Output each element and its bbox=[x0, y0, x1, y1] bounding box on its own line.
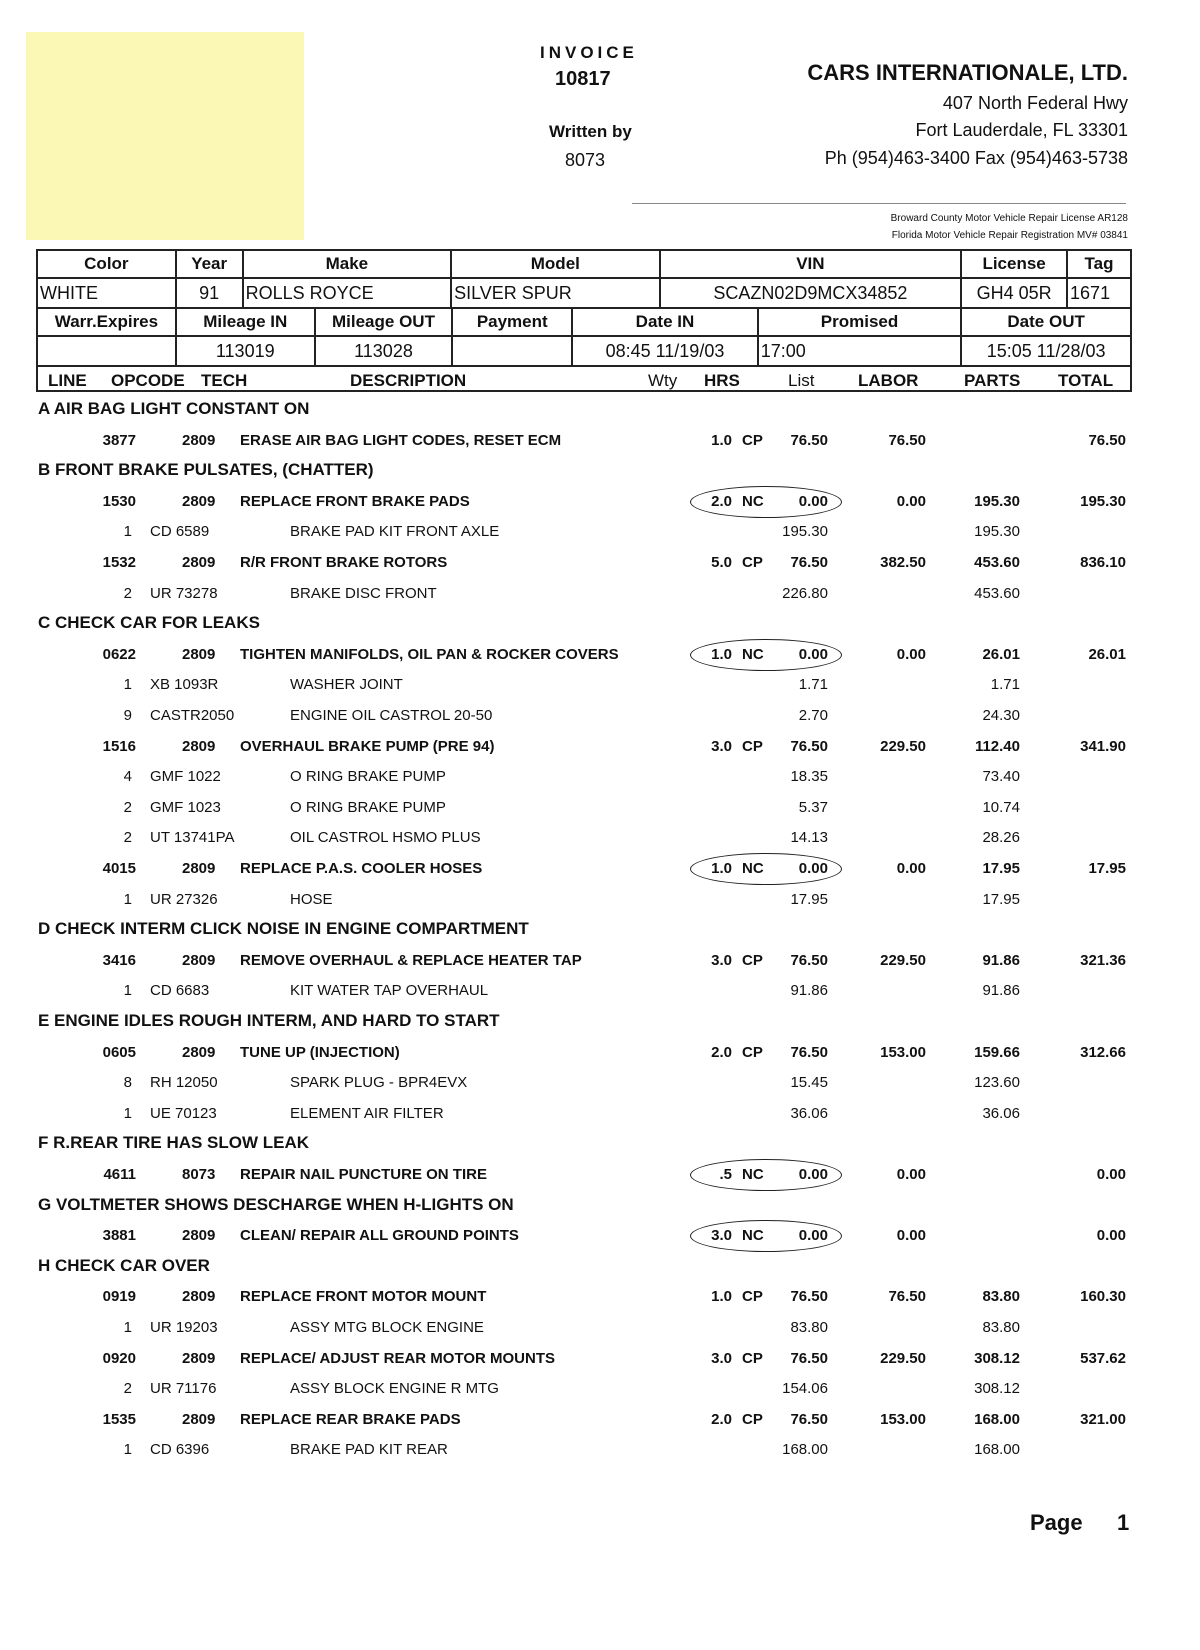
op-code: 3877 bbox=[102, 432, 136, 449]
vin-label: VIN bbox=[660, 250, 962, 278]
op-parts: 195.30 bbox=[974, 493, 1020, 510]
op-list: 76.50 bbox=[790, 952, 828, 969]
part-description: HOSE bbox=[290, 891, 333, 908]
op-list: 76.50 bbox=[790, 554, 828, 571]
part-qty: 8 bbox=[123, 1074, 132, 1091]
part-list: 195.30 bbox=[782, 523, 828, 540]
part-qty: 1 bbox=[123, 523, 132, 540]
part-list: 168.00 bbox=[782, 1441, 828, 1458]
part-description: ENGINE OIL CASTROL 20-50 bbox=[290, 707, 493, 724]
op-hours: 3.0 bbox=[711, 952, 732, 969]
tech-id: 8073 bbox=[182, 1166, 216, 1183]
part-list: 154.06 bbox=[782, 1380, 828, 1397]
col-description: DESCRIPTION bbox=[350, 371, 467, 390]
part-extended: 10.74 bbox=[982, 799, 1020, 816]
part-qty: 2 bbox=[123, 585, 132, 602]
op-labor: 0.00 bbox=[896, 646, 926, 663]
promised-label: Promised bbox=[758, 308, 962, 336]
op-labor: 0.00 bbox=[896, 860, 926, 877]
tech-id: 2809 bbox=[182, 1227, 216, 1244]
part-number: UT 13741PA bbox=[150, 829, 235, 846]
page-number: 1 bbox=[1117, 1510, 1130, 1535]
op-code: 0920 bbox=[102, 1350, 136, 1367]
part-qty: 1 bbox=[123, 1441, 132, 1458]
part-description: O RING BRAKE PUMP bbox=[290, 799, 446, 816]
op-description: REPLACE FRONT MOTOR MOUNT bbox=[240, 1288, 487, 1305]
part-list: 2.70 bbox=[798, 707, 828, 724]
section-title: F R.REAR TIRE HAS SLOW LEAK bbox=[38, 1133, 310, 1152]
op-list: 76.50 bbox=[790, 1350, 828, 1367]
op-code: 4611 bbox=[103, 1166, 136, 1183]
part-description: BRAKE DISC FRONT bbox=[290, 585, 437, 602]
part-extended: 17.95 bbox=[982, 891, 1020, 908]
op-list: 0.00 bbox=[798, 493, 828, 510]
op-code: 3416 bbox=[102, 952, 136, 969]
part-extended: 73.40 bbox=[982, 768, 1020, 785]
op-pay-type: CP bbox=[742, 432, 763, 449]
color-value: WHITE bbox=[37, 278, 176, 308]
part-qty: 1 bbox=[123, 1105, 132, 1122]
op-description: R/R FRONT BRAKE ROTORS bbox=[240, 554, 448, 571]
part-qty: 1 bbox=[123, 891, 132, 908]
op-total: 160.30 bbox=[1080, 1288, 1126, 1305]
op-pay-type: CP bbox=[742, 1350, 763, 1367]
part-list: 15.45 bbox=[790, 1074, 828, 1091]
part-list: 5.37 bbox=[798, 799, 828, 816]
op-hours: 3.0 bbox=[711, 738, 732, 755]
op-total: 0.00 bbox=[1096, 1166, 1126, 1183]
date-out-label: Date OUT bbox=[961, 308, 1131, 336]
part-number: CD 6683 bbox=[150, 982, 210, 999]
op-pay-type: NC bbox=[742, 646, 764, 663]
op-hours: 3.0 bbox=[711, 1350, 732, 1367]
op-parts: 91.86 bbox=[982, 952, 1020, 969]
op-list: 76.50 bbox=[790, 432, 828, 449]
part-description: ASSY BLOCK ENGINE R MTG bbox=[290, 1380, 499, 1397]
op-labor: 0.00 bbox=[896, 1227, 926, 1244]
written-by-label: Written by bbox=[549, 122, 632, 141]
op-total: 195.30 bbox=[1080, 493, 1126, 510]
op-hours: 2.0 bbox=[711, 1044, 732, 1061]
date-out-value: 15:05 11/28/03 bbox=[961, 336, 1131, 366]
op-pay-type: CP bbox=[742, 952, 763, 969]
col-opcode: OPCODE bbox=[111, 371, 185, 390]
op-description: REPLACE REAR BRAKE PADS bbox=[240, 1411, 461, 1428]
op-pay-type: NC bbox=[742, 1227, 764, 1244]
part-number: RH 12050 bbox=[150, 1074, 218, 1091]
part-qty: 4 bbox=[123, 768, 132, 785]
sticky-note bbox=[26, 32, 304, 240]
op-labor: 153.00 bbox=[880, 1044, 926, 1061]
op-list: 0.00 bbox=[798, 1227, 828, 1244]
op-labor: 0.00 bbox=[896, 493, 926, 510]
part-description: ELEMENT AIR FILTER bbox=[290, 1105, 444, 1122]
part-extended: 91.86 bbox=[982, 982, 1020, 999]
op-list: 76.50 bbox=[790, 1044, 828, 1061]
op-description: ERASE AIR BAG LIGHT CODES, RESET ECM bbox=[240, 432, 562, 449]
op-total: 321.00 bbox=[1080, 1411, 1126, 1428]
op-parts: 168.00 bbox=[974, 1411, 1020, 1428]
company-address-line2: Fort Lauderdale, FL 33301 bbox=[915, 120, 1128, 140]
part-list: 36.06 bbox=[790, 1105, 828, 1122]
promised-value: 17:00 bbox=[758, 336, 962, 366]
op-hours: 1.0 bbox=[711, 432, 732, 449]
col-list: List bbox=[788, 371, 815, 390]
part-list: 17.95 bbox=[790, 891, 828, 908]
op-total: 537.62 bbox=[1080, 1350, 1126, 1367]
written-by-value: 8073 bbox=[565, 150, 606, 170]
part-qty: 2 bbox=[123, 829, 132, 846]
op-labor: 0.00 bbox=[896, 1166, 926, 1183]
op-total: 341.90 bbox=[1080, 738, 1126, 755]
tag-value: 1671 bbox=[1067, 278, 1131, 308]
part-extended: 36.06 bbox=[982, 1105, 1020, 1122]
tech-id: 2809 bbox=[182, 1350, 216, 1367]
color-label: Color bbox=[37, 250, 176, 278]
tech-id: 2809 bbox=[182, 1288, 216, 1305]
op-description: TIGHTEN MANIFOLDS, OIL PAN & ROCKER COVERS bbox=[240, 646, 619, 663]
op-parts: 112.40 bbox=[974, 738, 1020, 755]
handwritten-circle bbox=[690, 1159, 842, 1191]
tech-id: 2809 bbox=[182, 493, 216, 510]
op-parts: 308.12 bbox=[974, 1350, 1020, 1367]
op-total: 312.66 bbox=[1080, 1044, 1126, 1061]
part-qty: 2 bbox=[123, 799, 132, 816]
op-parts: 17.95 bbox=[982, 860, 1020, 877]
op-parts: 159.66 bbox=[974, 1044, 1020, 1061]
handwritten-circle bbox=[690, 1220, 842, 1252]
part-list: 226.80 bbox=[782, 585, 828, 602]
op-pay-type: CP bbox=[742, 738, 763, 755]
op-labor: 76.50 bbox=[888, 1288, 926, 1305]
model-value: SILVER SPUR bbox=[451, 278, 659, 308]
part-description: O RING BRAKE PUMP bbox=[290, 768, 446, 785]
op-description: TUNE UP (INJECTION) bbox=[240, 1044, 400, 1061]
op-description: REPLACE/ ADJUST REAR MOTOR MOUNTS bbox=[240, 1350, 556, 1367]
tech-id: 2809 bbox=[182, 952, 216, 969]
part-number: CD 6589 bbox=[150, 523, 210, 540]
op-list: 76.50 bbox=[790, 738, 828, 755]
warranty-value bbox=[37, 336, 176, 366]
col-parts: PARTS bbox=[964, 371, 1021, 390]
op-pay-type: CP bbox=[742, 1288, 763, 1305]
op-hours: 1.0 bbox=[711, 1288, 732, 1305]
mileage-in-value: 113019 bbox=[176, 336, 315, 366]
op-pay-type: NC bbox=[742, 860, 764, 877]
part-list: 14.13 bbox=[790, 829, 828, 846]
op-list: 0.00 bbox=[798, 646, 828, 663]
vehicle-info-table bbox=[36, 249, 1132, 309]
op-total: 26.01 bbox=[1088, 646, 1126, 663]
op-hours: 1.0 bbox=[711, 860, 732, 877]
op-list: 76.50 bbox=[790, 1411, 828, 1428]
op-code: 4015 bbox=[102, 860, 136, 877]
op-description: REMOVE OVERHAUL & REPLACE HEATER TAP bbox=[240, 952, 582, 969]
make-label: Make bbox=[243, 250, 451, 278]
op-total: 17.95 bbox=[1088, 860, 1126, 877]
part-qty: 2 bbox=[123, 1380, 132, 1397]
mileage-out-value: 113028 bbox=[315, 336, 453, 366]
tech-id: 2809 bbox=[182, 432, 216, 449]
op-code: 1535 bbox=[102, 1411, 136, 1428]
part-extended: 1.71 bbox=[990, 676, 1020, 693]
op-code: 0605 bbox=[102, 1044, 136, 1061]
op-code: 1532 bbox=[102, 554, 136, 571]
section-title: C CHECK CAR FOR LEAKS bbox=[38, 613, 260, 632]
op-code: 1530 bbox=[102, 493, 136, 510]
section-title: H CHECK CAR OVER bbox=[38, 1256, 210, 1275]
license-value: GH4 05R bbox=[961, 278, 1067, 308]
part-list: 1.71 bbox=[798, 676, 828, 693]
part-description: WASHER JOINT bbox=[290, 676, 403, 693]
op-description: REPLACE FRONT BRAKE PADS bbox=[240, 493, 470, 510]
county-license: Broward County Motor Vehicle Repair License AR128 bbox=[890, 213, 1128, 224]
part-qty: 1 bbox=[123, 676, 132, 693]
part-extended: 123.60 bbox=[974, 1074, 1020, 1091]
year-label: Year bbox=[176, 250, 243, 278]
payment-label: Payment bbox=[452, 308, 572, 336]
op-code: 0919 bbox=[102, 1288, 136, 1305]
col-hours: HRS bbox=[704, 371, 740, 390]
op-list: 0.00 bbox=[798, 1166, 828, 1183]
part-number: UR 19203 bbox=[150, 1319, 218, 1336]
part-number: UR 27326 bbox=[150, 891, 218, 908]
company-name: CARS INTERNATIONALE, LTD. bbox=[807, 60, 1128, 85]
op-description: REPLACE P.A.S. COOLER HOSES bbox=[240, 860, 483, 877]
part-extended: 195.30 bbox=[974, 523, 1020, 540]
vin-value: SCAZN02D9MCX34852 bbox=[660, 278, 962, 308]
part-extended: 28.26 bbox=[982, 829, 1020, 846]
op-parts: 26.01 bbox=[982, 646, 1020, 663]
company-phone: Ph (954)463-3400 Fax (954)463-5738 bbox=[824, 148, 1128, 168]
part-list: 83.80 bbox=[790, 1319, 828, 1336]
op-hours: 3.0 bbox=[711, 1227, 732, 1244]
op-parts: 453.60 bbox=[974, 554, 1020, 571]
tech-id: 2809 bbox=[182, 646, 216, 663]
op-list: 0.00 bbox=[798, 860, 828, 877]
op-hours: 1.0 bbox=[711, 646, 732, 663]
col-warranty: Wty bbox=[648, 371, 678, 390]
op-hours: 2.0 bbox=[711, 493, 732, 510]
op-code: 0622 bbox=[102, 646, 136, 663]
part-number: CASTR2050 bbox=[150, 707, 235, 724]
col-total: TOTAL bbox=[1058, 371, 1114, 390]
op-total: 0.00 bbox=[1096, 1227, 1126, 1244]
op-description: OVERHAUL BRAKE PUMP (PRE 94) bbox=[240, 738, 495, 755]
tech-id: 2809 bbox=[182, 1044, 216, 1061]
op-hours: .5 bbox=[719, 1166, 732, 1183]
part-list: 91.86 bbox=[790, 982, 828, 999]
op-pay-type: CP bbox=[742, 1044, 763, 1061]
op-description: REPAIR NAIL PUNCTURE ON TIRE bbox=[240, 1166, 487, 1183]
handwritten-circle bbox=[690, 639, 842, 671]
part-number: UE 70123 bbox=[150, 1105, 217, 1122]
page-label: Page bbox=[1030, 1510, 1083, 1535]
op-labor: 229.50 bbox=[880, 738, 926, 755]
section-title: G VOLTMETER SHOWS DESCHARGE WHEN H-LIGHTS ON bbox=[38, 1195, 514, 1214]
op-description: CLEAN/ REPAIR ALL GROUND POINTS bbox=[240, 1227, 519, 1244]
part-number: GMF 1022 bbox=[150, 768, 221, 785]
invoice-label: INVOICE bbox=[540, 43, 638, 62]
op-labor: 382.50 bbox=[880, 554, 926, 571]
part-qty: 9 bbox=[123, 707, 132, 724]
part-qty: 1 bbox=[123, 982, 132, 999]
year-value: 91 bbox=[176, 278, 243, 308]
header-divider bbox=[632, 203, 1126, 204]
op-labor: 229.50 bbox=[880, 952, 926, 969]
section-title: B FRONT BRAKE PULSATES, (CHATTER) bbox=[38, 460, 374, 479]
op-code: 1516 bbox=[102, 738, 136, 755]
invoice-number: 10817 bbox=[555, 68, 611, 90]
mileage-out-label: Mileage OUT bbox=[315, 308, 453, 336]
op-code: 3881 bbox=[102, 1227, 136, 1244]
license-label: License bbox=[961, 250, 1067, 278]
tech-id: 2809 bbox=[182, 1411, 216, 1428]
op-pay-type: NC bbox=[742, 493, 764, 510]
op-labor: 76.50 bbox=[888, 432, 926, 449]
section-title: A AIR BAG LIGHT CONSTANT ON bbox=[38, 399, 310, 418]
part-description: OIL CASTROL HSMO PLUS bbox=[290, 829, 481, 846]
part-extended: 83.80 bbox=[982, 1319, 1020, 1336]
payment-value bbox=[452, 336, 572, 366]
op-hours: 2.0 bbox=[711, 1411, 732, 1428]
col-labor: LABOR bbox=[858, 371, 919, 390]
part-description: SPARK PLUG - BPR4EVX bbox=[290, 1074, 468, 1091]
section-title: E ENGINE IDLES ROUGH INTERM, AND HARD TO START bbox=[38, 1011, 500, 1030]
part-description: BRAKE PAD KIT REAR bbox=[290, 1441, 448, 1458]
part-description: ASSY MTG BLOCK ENGINE bbox=[290, 1319, 484, 1336]
part-number: UR 71176 bbox=[150, 1380, 217, 1397]
op-pay-type: CP bbox=[742, 1411, 763, 1428]
part-description: BRAKE PAD KIT FRONT AXLE bbox=[290, 523, 500, 540]
part-qty: 1 bbox=[123, 1319, 132, 1336]
part-extended: 308.12 bbox=[974, 1380, 1020, 1397]
op-parts: 83.80 bbox=[982, 1288, 1020, 1305]
section-title: D CHECK INTERM CLICK NOISE IN ENGINE COMPARTMENT bbox=[38, 919, 529, 938]
op-labor: 153.00 bbox=[880, 1411, 926, 1428]
handwritten-circle bbox=[690, 486, 842, 518]
model-label: Model bbox=[451, 250, 659, 278]
part-number: GMF 1023 bbox=[150, 799, 221, 816]
op-pay-type: CP bbox=[742, 554, 763, 571]
op-list: 76.50 bbox=[790, 1288, 828, 1305]
company-address-line1: 407 North Federal Hwy bbox=[942, 93, 1128, 113]
warranty-label: Warr.Expires bbox=[37, 308, 176, 336]
make-value: ROLLS ROYCE bbox=[243, 278, 451, 308]
state-registration: Florida Motor Vehicle Repair Registration MV# 03841 bbox=[891, 230, 1128, 241]
tag-label: Tag bbox=[1067, 250, 1131, 278]
part-number: XB 1093R bbox=[150, 676, 219, 693]
date-in-label: Date IN bbox=[572, 308, 758, 336]
handwritten-circle bbox=[690, 853, 842, 885]
part-extended: 24.30 bbox=[982, 707, 1020, 724]
line-items-header bbox=[36, 366, 1132, 392]
tech-id: 2809 bbox=[182, 554, 216, 571]
op-pay-type: NC bbox=[742, 1166, 764, 1183]
part-number: UR 73278 bbox=[150, 585, 218, 602]
op-total: 76.50 bbox=[1088, 432, 1126, 449]
col-tech: TECH bbox=[201, 371, 248, 390]
op-labor: 229.50 bbox=[880, 1350, 926, 1367]
part-description: KIT WATER TAP OVERHAUL bbox=[290, 982, 489, 999]
tech-id: 2809 bbox=[182, 860, 216, 877]
service-info-table bbox=[36, 307, 1132, 367]
part-extended: 453.60 bbox=[974, 585, 1020, 602]
part-extended: 168.00 bbox=[974, 1441, 1020, 1458]
col-line: LINE bbox=[48, 371, 87, 390]
part-list: 18.35 bbox=[790, 768, 828, 785]
mileage-in-label: Mileage IN bbox=[176, 308, 315, 336]
op-total: 321.36 bbox=[1080, 952, 1126, 969]
part-number: CD 6396 bbox=[150, 1441, 210, 1458]
op-total: 836.10 bbox=[1080, 554, 1126, 571]
tech-id: 2809 bbox=[182, 738, 216, 755]
date-in-value: 08:45 11/19/03 bbox=[572, 336, 758, 366]
op-hours: 5.0 bbox=[711, 554, 732, 571]
